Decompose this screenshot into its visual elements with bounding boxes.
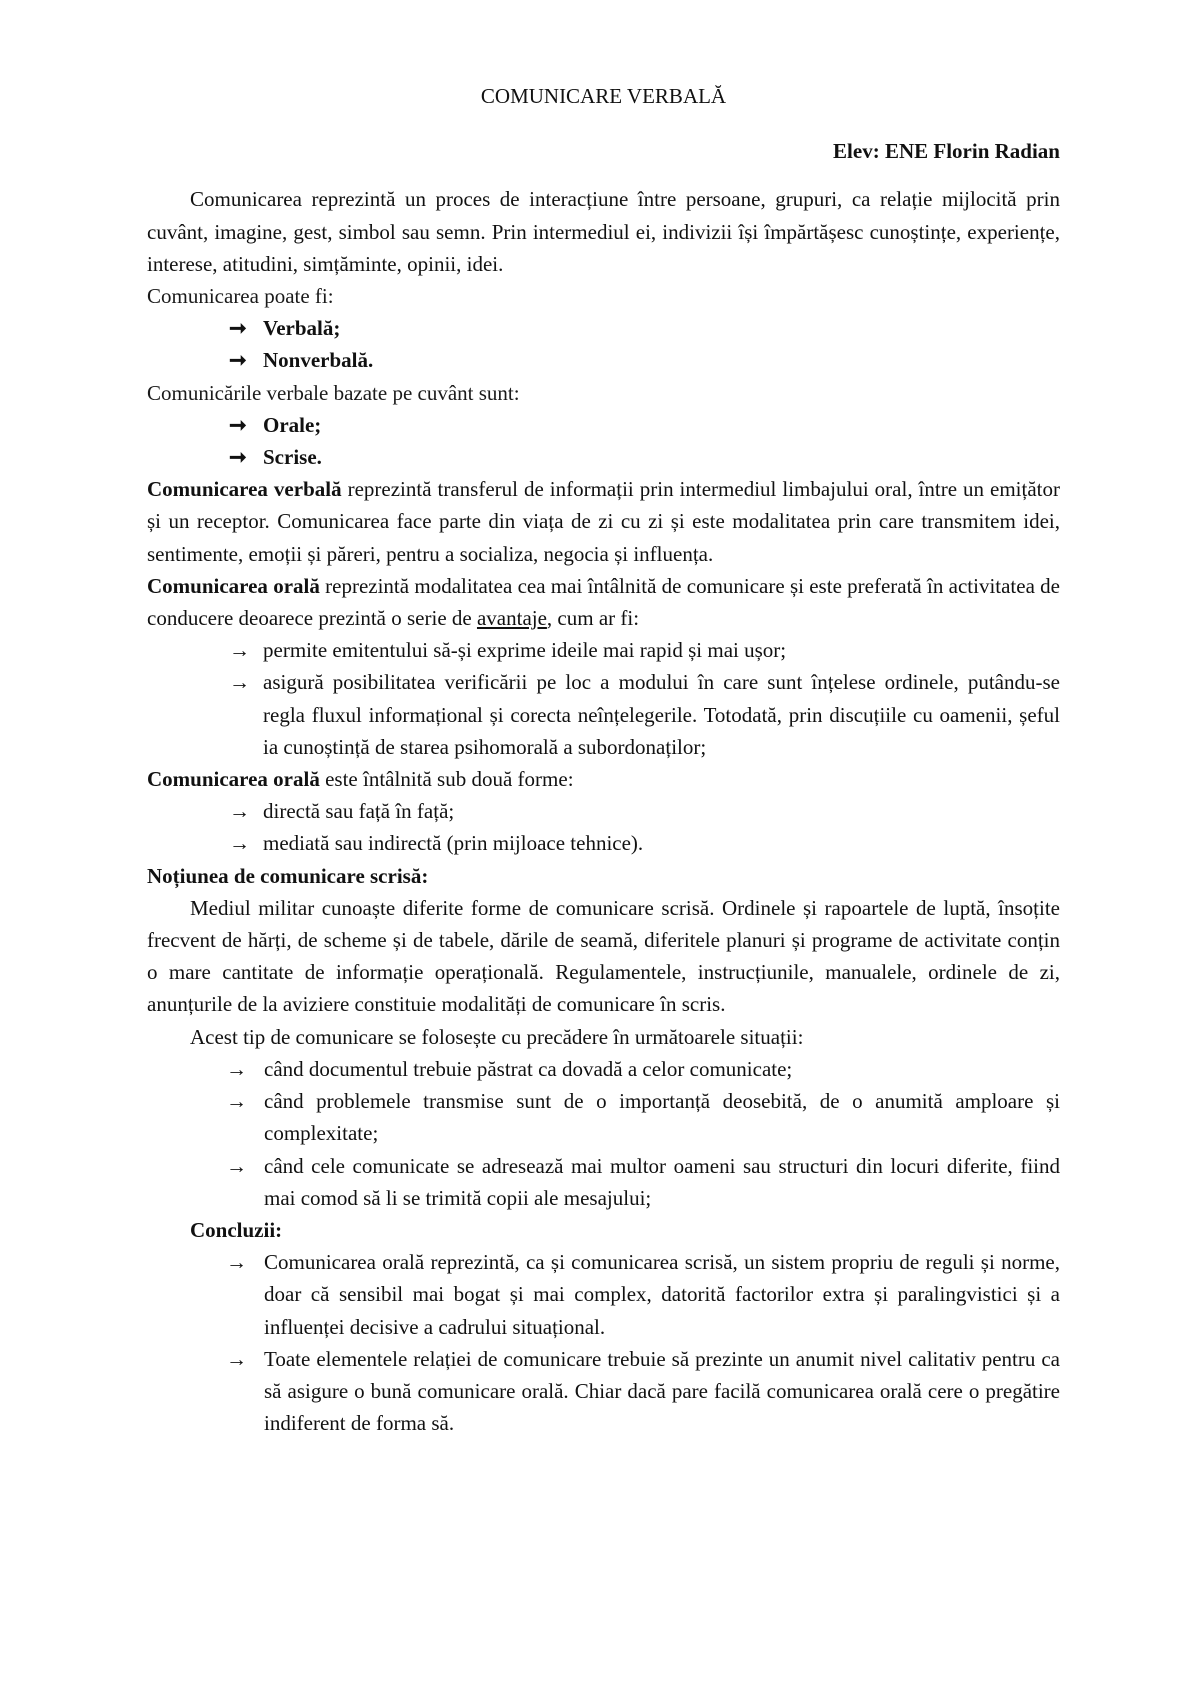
oral-forms-intro: Comunicarea orală este întâlnită sub două forme: (147, 767, 574, 792)
verbal-definition-paragraph: Comunicarea verbală reprezintă transferul de informații prin intermediul limbajului oral, între un emițător și un receptor. Comunicarea face parte din viața de zi cu zi și este modalitatea prin care transmitem idei, sentimente, emoții și păreri, pentru a socializa, negocia și influența. (147, 477, 1060, 566)
written-situations-intro: Acest tip de comunicare se folosește cu precădere în următoarele situații: (190, 1024, 804, 1049)
list-item: → mediată sau indirectă (prin mijloace tehnice). (147, 827, 1060, 859)
list-item: → Comunicarea orală reprezintă, ca și comunicarea scrisă, un sistem propriu de reguli și norme, doar că sensibil mai bogat și mai complex, datorită factorilor extra și paralingvistici și a influenței decisive a cadrului situațional. (147, 1246, 1060, 1343)
arrow-icon: → (226, 1153, 247, 1178)
written-situations-list (147, 1053, 1060, 1214)
list-item: → permite emitentului să-și exprime ideile mai rapid și mai ușor; (147, 634, 1060, 666)
arrow-icon: ➞ (229, 348, 247, 373)
list-item: ➞ Orale; (147, 409, 1060, 441)
arrow-icon: → (229, 638, 250, 663)
oral-definition-paragraph: Comunicarea orală reprezintă modalitatea cea mai întâlnită de comunicare și este preferată în activitatea de conducere deoarece prezintă o serie de avantaje, cum ar fi: (147, 573, 1060, 631)
communication-types-list (147, 312, 1060, 376)
types-intro: Comunicarea poate fi: (147, 284, 334, 309)
author-line: Elev: ENE Florin Radian (833, 139, 1060, 164)
list-item: ➞ Nonverbală. (147, 344, 1060, 376)
list-item: ➞ Scrise. (147, 441, 1060, 473)
oral-advantages-list (147, 634, 1060, 763)
written-heading: Noțiunea de comunicare scrisă: (147, 863, 429, 888)
verbal-types-intro: Comunicările verbale bazate pe cuvânt sunt: (147, 380, 520, 405)
arrow-icon: ➞ (229, 316, 247, 341)
conclusions-list (147, 1246, 1060, 1439)
verbal-types-list (147, 409, 1060, 473)
document-body (147, 80, 1060, 1439)
list-item: → când cele comunicate se adresează mai multor oameni sau structuri din locuri diferite, fiind mai comod să li se trimită copii ale mesajului; (147, 1150, 1060, 1214)
arrow-icon: → (226, 1346, 247, 1371)
arrow-icon: → (226, 1056, 247, 1081)
arrow-icon: → (226, 1250, 247, 1275)
arrow-icon: → (226, 1089, 247, 1114)
written-paragraph: Mediul militar cunoaște diferite forme de comunicare scrisă. Ordinele și rapoartele de luptă, însoțite frecvent de hărți, de scheme și de tabele, dările de seamă, diferitele planuri și programe de activitate conțin o mare cantitate de informație operațională. Regulamentele, instrucțiunile, manualele, ordinele de zi, anunțurile de la aviziere constituie modalități de comunicare în scris. (147, 895, 1060, 1017)
term-oral: Comunicarea orală (147, 573, 320, 598)
list-item: → directă sau față în față; (147, 795, 1060, 827)
arrow-icon: ➞ (229, 412, 247, 437)
list-item: → când documentul trebuie păstrat ca dovadă a celor comunicate; (147, 1053, 1060, 1085)
list-item: ➞ Verbală; (147, 312, 1060, 344)
oral-forms-list (147, 795, 1060, 859)
list-item: → asigură posibilitatea verificării pe loc a modului în care sunt înțelese ordinele, putându-se regla fluxul informațional și corecta neînțelegerile. Totodată, prin discuțiile cu oamenii, șeful ia cunoștință de starea psihomorală a subordonaților; (147, 666, 1060, 763)
arrow-icon: → (229, 670, 250, 695)
term-oral: Comunicarea orală (147, 767, 320, 792)
term-verbal: Comunicarea verbală (147, 477, 342, 502)
arrow-icon: → (229, 831, 250, 856)
conclusions-heading: Concluzii: (190, 1217, 283, 1242)
list-item: → Toate elementele relației de comunicare trebuie să prezinte un anumit nivel calitativ pentru ca să asigure o bună comunicare orală. Chiar dacă pare facilă comunicarea orală cere o pregătire indiferent de forma să. (147, 1343, 1060, 1440)
arrow-icon: ➞ (229, 445, 247, 470)
document-title: COMUNICARE VERBALĂ (480, 84, 727, 108)
intro-paragraph: Comunicarea reprezintă un proces de interacțiune între persoane, grupuri, ca relație mijlocită prin cuvânt, imagine, gest, simbol sau semn. Prin intermediul ei, indivizii își împărtășesc cunoștințe, experiențe, interese, atitudini, simțăminte, opinii, idei. (147, 187, 1060, 276)
arrow-icon: → (229, 799, 250, 824)
underlined-word: avantaje (476, 606, 547, 631)
list-item: → când problemele transmise sunt de o importanță deosebită, de o anumită amploare și complexitate; (147, 1085, 1060, 1149)
